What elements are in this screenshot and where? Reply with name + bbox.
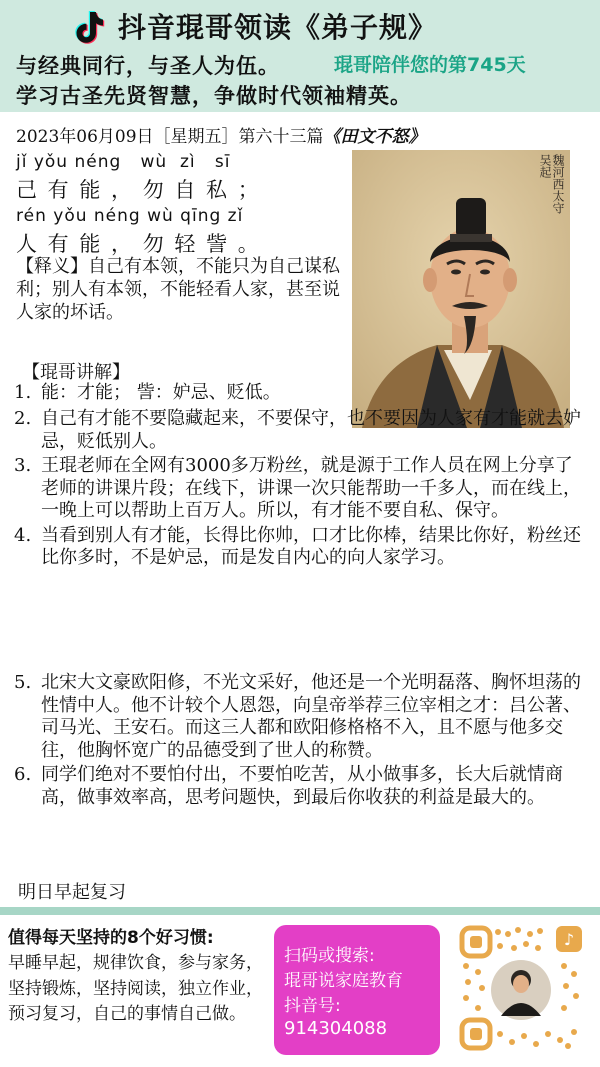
pinyin-line-2: rén yǒu néng wù qīng zǐ	[16, 206, 244, 226]
list-item: 5. 北宋大文豪欧阳修，不光文采好，他还是一个光明磊落、胸怀坦荡的性情中人。他不计较个人恩怨，向皇帝举荐三位宰相之才：吕公著、司马光、王安石。而这三人都和欧阳修格格不入，且不愿与他多交往，他胸怀宽广的品德受到了世人的称赞。	[14, 672, 581, 761]
motto-line-1: 与经典同行，与圣人为伍。	[16, 53, 280, 78]
motto-line-2: 学习古圣先贤智慧，争做时代领袖精英。	[16, 83, 412, 108]
date-line	[16, 122, 426, 147]
title-row	[68, 6, 437, 46]
day-counter: 琨哥陪伴您的第745天	[334, 54, 526, 76]
list-item: 4. 当看到别人有才能，长得比你帅，口才比你棒，结果比你好，粉丝还比你多时，不是妒忌，而是发自内心的向人家学习。	[14, 524, 581, 568]
verse-line-2: 人 有 能 ， 勿 轻 訾 。	[16, 232, 261, 256]
explanation-title: 【琨哥讲解】	[22, 362, 130, 383]
explanation-list-a	[14, 382, 344, 405]
verse-line-1: 己 有 能 ， 勿 自 私 ；	[16, 178, 261, 202]
pinyin-line-1: jǐ yǒu néng wù zì sī	[16, 152, 231, 172]
habits-text: 早睡早起，规律饮食，参与家务，坚持锻炼，坚持阅读，独立作业，预习复习，自己的事情自己做。	[8, 953, 263, 1024]
list-item: 3. 王琨老师在全网有3000多万粉丝，就是源于工作人员在网上分享了老师的讲课片段；在线下，讲课一次只能帮助一千多人，而在线上，一晚上可以帮助上百万人。所以，有才能不要自私、保守。	[14, 455, 581, 521]
lesson-title: 《田文不怒》	[323, 127, 426, 147]
contact-card	[274, 925, 440, 1055]
douyin-qr-code-icon[interactable]	[456, 922, 586, 1056]
tiktok-icon	[68, 6, 108, 46]
lesson-date: 2023年06月09日［星期五］第六十三篇	[16, 127, 324, 147]
explanation-list-b	[14, 408, 590, 570]
svg-text:♪: ♪	[563, 930, 575, 949]
header-banner	[0, 0, 600, 112]
footer-divider	[0, 907, 600, 915]
closing-note: 明日早起复习	[18, 882, 126, 903]
contact-line-1: 扫码或搜索:	[284, 946, 375, 966]
douyin-id: 914304088	[284, 1018, 388, 1039]
page-title: 抖音琨哥领读《弟子规》	[118, 11, 438, 44]
ancient-scholar-portrait	[352, 150, 570, 428]
habits-title: 值得每天坚持的8个好习惯:	[8, 928, 214, 948]
list-item: 1. 能：才能； 訾：妒忌、贬低。	[14, 382, 281, 403]
list-item: 6. 同学们绝对不要怕付出，不要怕吃苦，从小做事多，长大后就情商高，做事效率高，思考问题快，到最后你收获的利益是最大的。	[14, 764, 563, 808]
portrait-inscription: 魏河西太守吴起	[538, 154, 565, 214]
contact-line-3: 抖音号:	[284, 996, 341, 1016]
explanation-list-c	[14, 672, 590, 809]
list-item: 2. 自己有才能不要隐藏起来，不要保守，也不要因为人家有才能就去妒忌，贬低别人。	[14, 408, 581, 452]
meaning-paragraph: 【释义】自己有本领，不能只为自己谋私利；别人有本领，不能轻看人家，甚至说人家的坏话。	[16, 256, 340, 323]
contact-line-2: 琨哥说家庭教育	[284, 971, 403, 991]
